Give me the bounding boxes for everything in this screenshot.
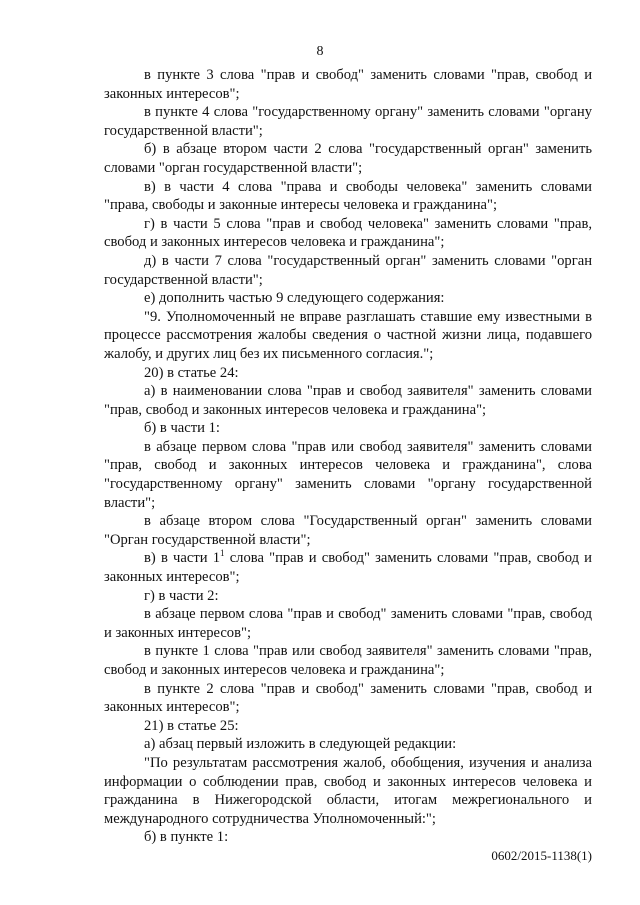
paragraph-suffix: слова "прав и свобод" заменить словами "прав, свобод и законных интересов"; [104,550,592,586]
paragraph: д) в части 7 слова "государственный орган" заменить словами "орган государственной власти"; [104,252,592,288]
paragraph: в пункте 1 слова "прав или свобод заявителя" заменить словами "прав, свобод и законных интересов человека и гражданина"; [104,643,592,678]
paragraph: г) в части 2: [144,587,219,604]
page-number: 8 [316,44,324,59]
quoted-paragraph: "По результатам рассмотрения жалоб, обобщения, изучения и анализа информации о соблюдении прав, свобод и законных интересов человека и гражданина в Нижегородской области, итогам межрегионального и международного сотрудничества Уполномоченный:"; [104,754,592,827]
paragraph: в пункте 3 слова "прав и свобод" заменить словами "прав, свобод и законных интересов"; [104,67,592,102]
paragraph-with-superscript [104,549,592,586]
paragraph: в пункте 2 слова "прав и свобод" заменить словами "прав, свобод и законных интересов"; [104,680,592,716]
paragraph: г) в части 5 слова "прав и свобод человека" заменить словами "прав, свобод и законных интересов человека и гражданина"; [104,215,592,251]
quoted-paragraph: "9. Уполномоченный не вправе разглашать ставшие ему известными в процессе рассмотрения жалобы сведения о частной жизни лица, подавшего жалобу, и других лиц без их письменного согласия."; [104,308,592,362]
paragraph: в абзаце втором слова "Государственный орган" заменить словами "Орган государственной власти"; [104,513,592,548]
paragraph: б) в абзаце втором части 2 слова "государственный орган" заменить словами "орган государственной власти"; [104,141,592,176]
paragraph: в абзаце первом слова "прав или свобод заявителя" заменить словами "прав, свобод и законных интересов человека и гражданина", слова "государственному органу" заменить словами "органу государственной власти"; [104,438,592,511]
superscript: 1 [220,548,225,559]
paragraph: б) в части 1: [144,420,220,437]
paragraph: 20) в статье 24: [144,364,239,381]
paragraph-prefix: в) в части 1 [144,550,220,567]
paragraph: а) абзац первый изложить в следующей редакции: [144,736,457,753]
paragraph: б) в пункте 1: [144,829,229,846]
paragraph: а) в наименовании слова "прав и свобод заявителя" заменить словами "прав, свобод и законных интересов человека и гражданина"; [104,383,592,418]
document-code: 0602/2015-1138(1) [491,848,592,863]
paragraph: е) дополнить частью 9 следующего содержания: [144,290,445,307]
paragraph: в пункте 4 слова "государственному органу" заменить словами "органу государственной власти"; [104,104,592,139]
paragraph: 21) в статье 25: [144,717,239,734]
paragraph: в) в части 4 слова "права и свободы человека" заменить словами "права, свободы и законные интересы человека и гражданина"; [104,178,592,214]
document-body [104,66,592,847]
paragraph: в абзаце первом слова "прав и свобод" заменить словами "прав, свобод и законных интересов"; [104,606,592,641]
